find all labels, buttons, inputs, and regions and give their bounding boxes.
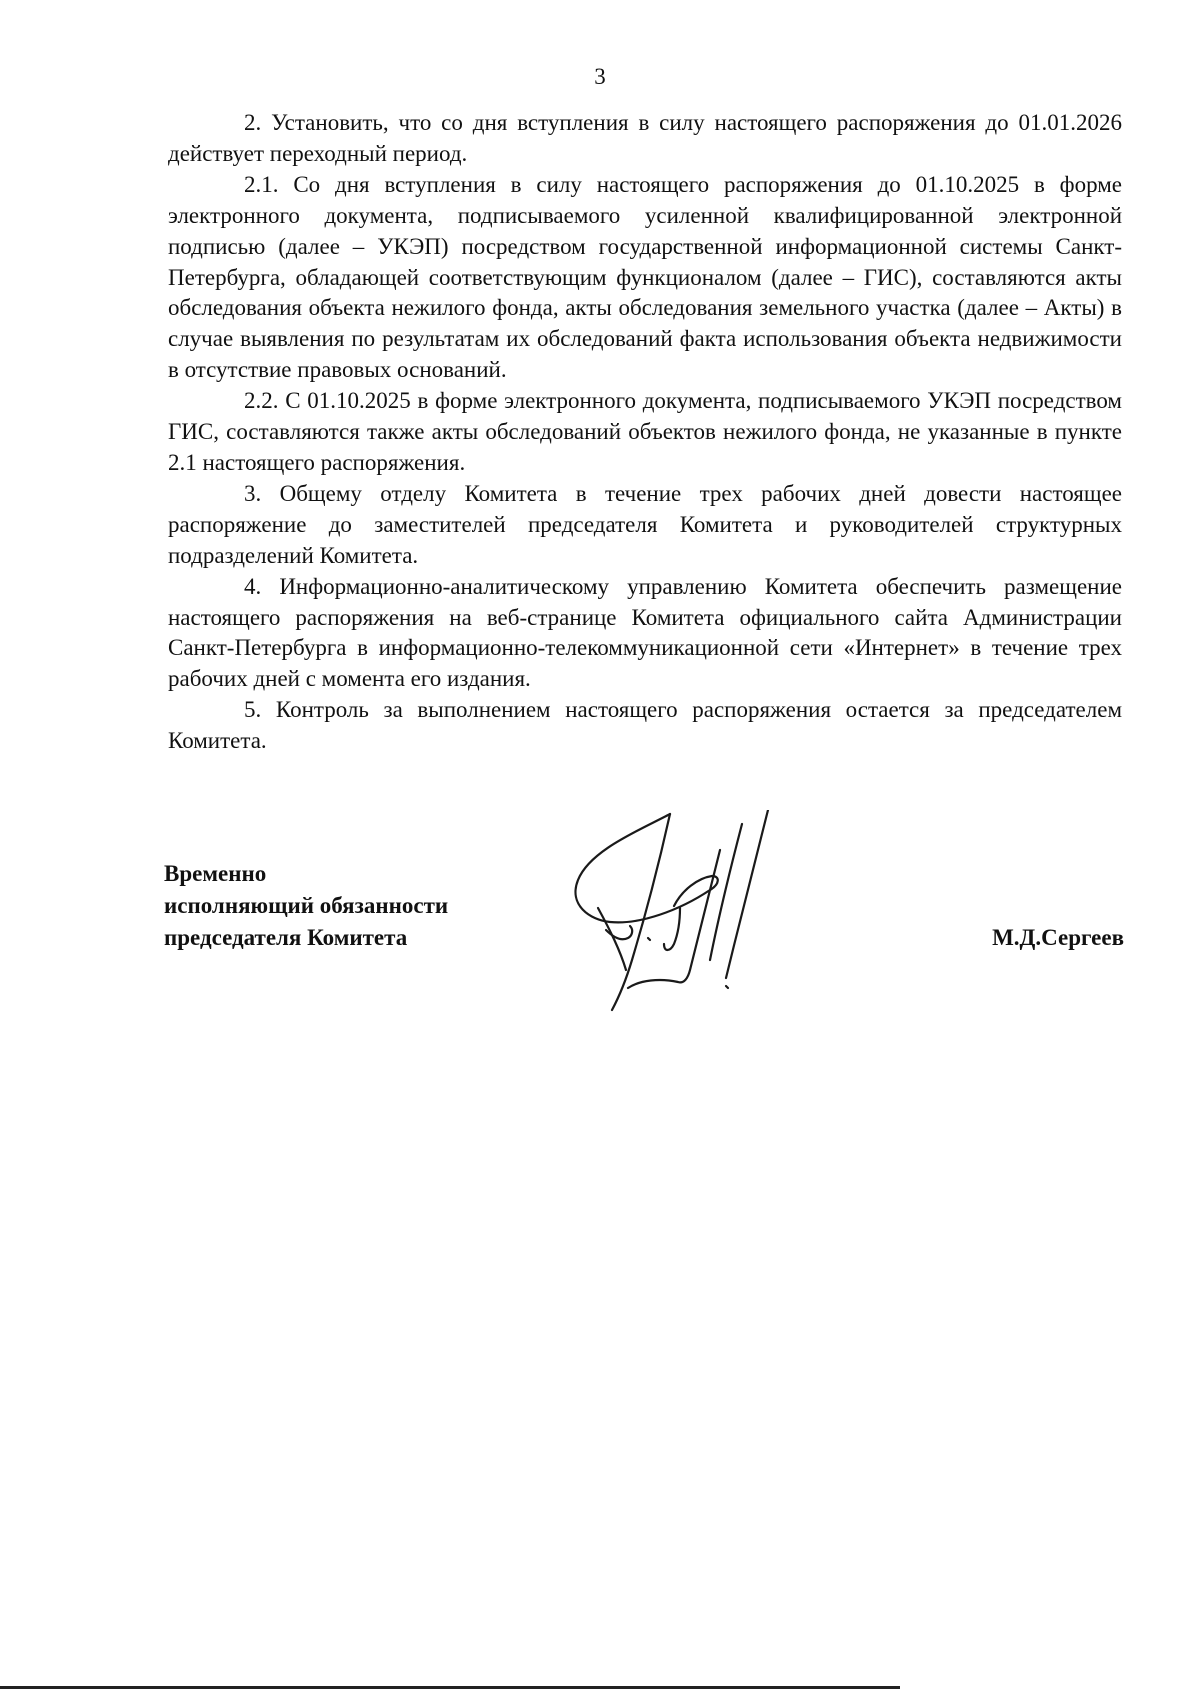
paragraph-2-1: 2.1. Со дня вступления в силу настоящего распоряжения до 01.10.2025 в форме электронного документа, подписываемого усиленной квалифицированной электронной подписью (далее – УКЭП) посредством государственной информационной системы Санкт-Петербурга, обладающей соответствующим функционалом (далее – ГИС), составляются акты обследования объекта нежилого фонда, акты обследования земельного участка (далее – Акты) в случае выявления по результатам их обследований факта использования объекта недвижимости в отсутствие правовых оснований. [168,171,1122,383]
paragraph-5: 5. Контроль за выполнением настоящего распоряжения остается за председателем Комитета. [168,697,1122,754]
page-number: 3 [594,64,606,89]
document-body [168,108,1122,757]
signatory-position-line: председателя Комитета [164,925,408,950]
signatory-position-line: исполняющий обязанности [164,893,449,918]
handwritten-signature [570,810,810,1020]
signatory-position-line: Временно [164,861,267,886]
paragraph-2-2: 2.2. С 01.10.2025 в форме электронного документа, подписываемого УКЭП посредством ГИС, составляются также акты обследований объектов нежилого фонда, не указанные в пункте 2.1 настоящего распоряжения. [168,388,1122,475]
paragraph-4: 4. Информационно-аналитическому управлению Комитета обеспечить размещение настоящего распоряжения на веб-странице Комитета официального сайта Администрации Санкт-Петербурга в информационно-телекоммуникационной сети «Интернет» в течение трех рабочих дней с момента его издания. [168,573,1122,692]
scan-edge-line [0,1686,900,1689]
paragraph-3: 3. Общему отделу Комитета в течение трех рабочих дней довести настоящее распоряжение до заместителей председателя Комитета и руководителей структурных подразделений Комитета. [168,480,1122,568]
signatory-position [164,858,448,954]
paragraph-2: 2. Установить, что со дня вступления в силу настоящего распоряжения до 01.01.2026 действует переходный период. [168,110,1122,166]
signatory-name: М.Д.Сергеев [992,925,1124,950]
